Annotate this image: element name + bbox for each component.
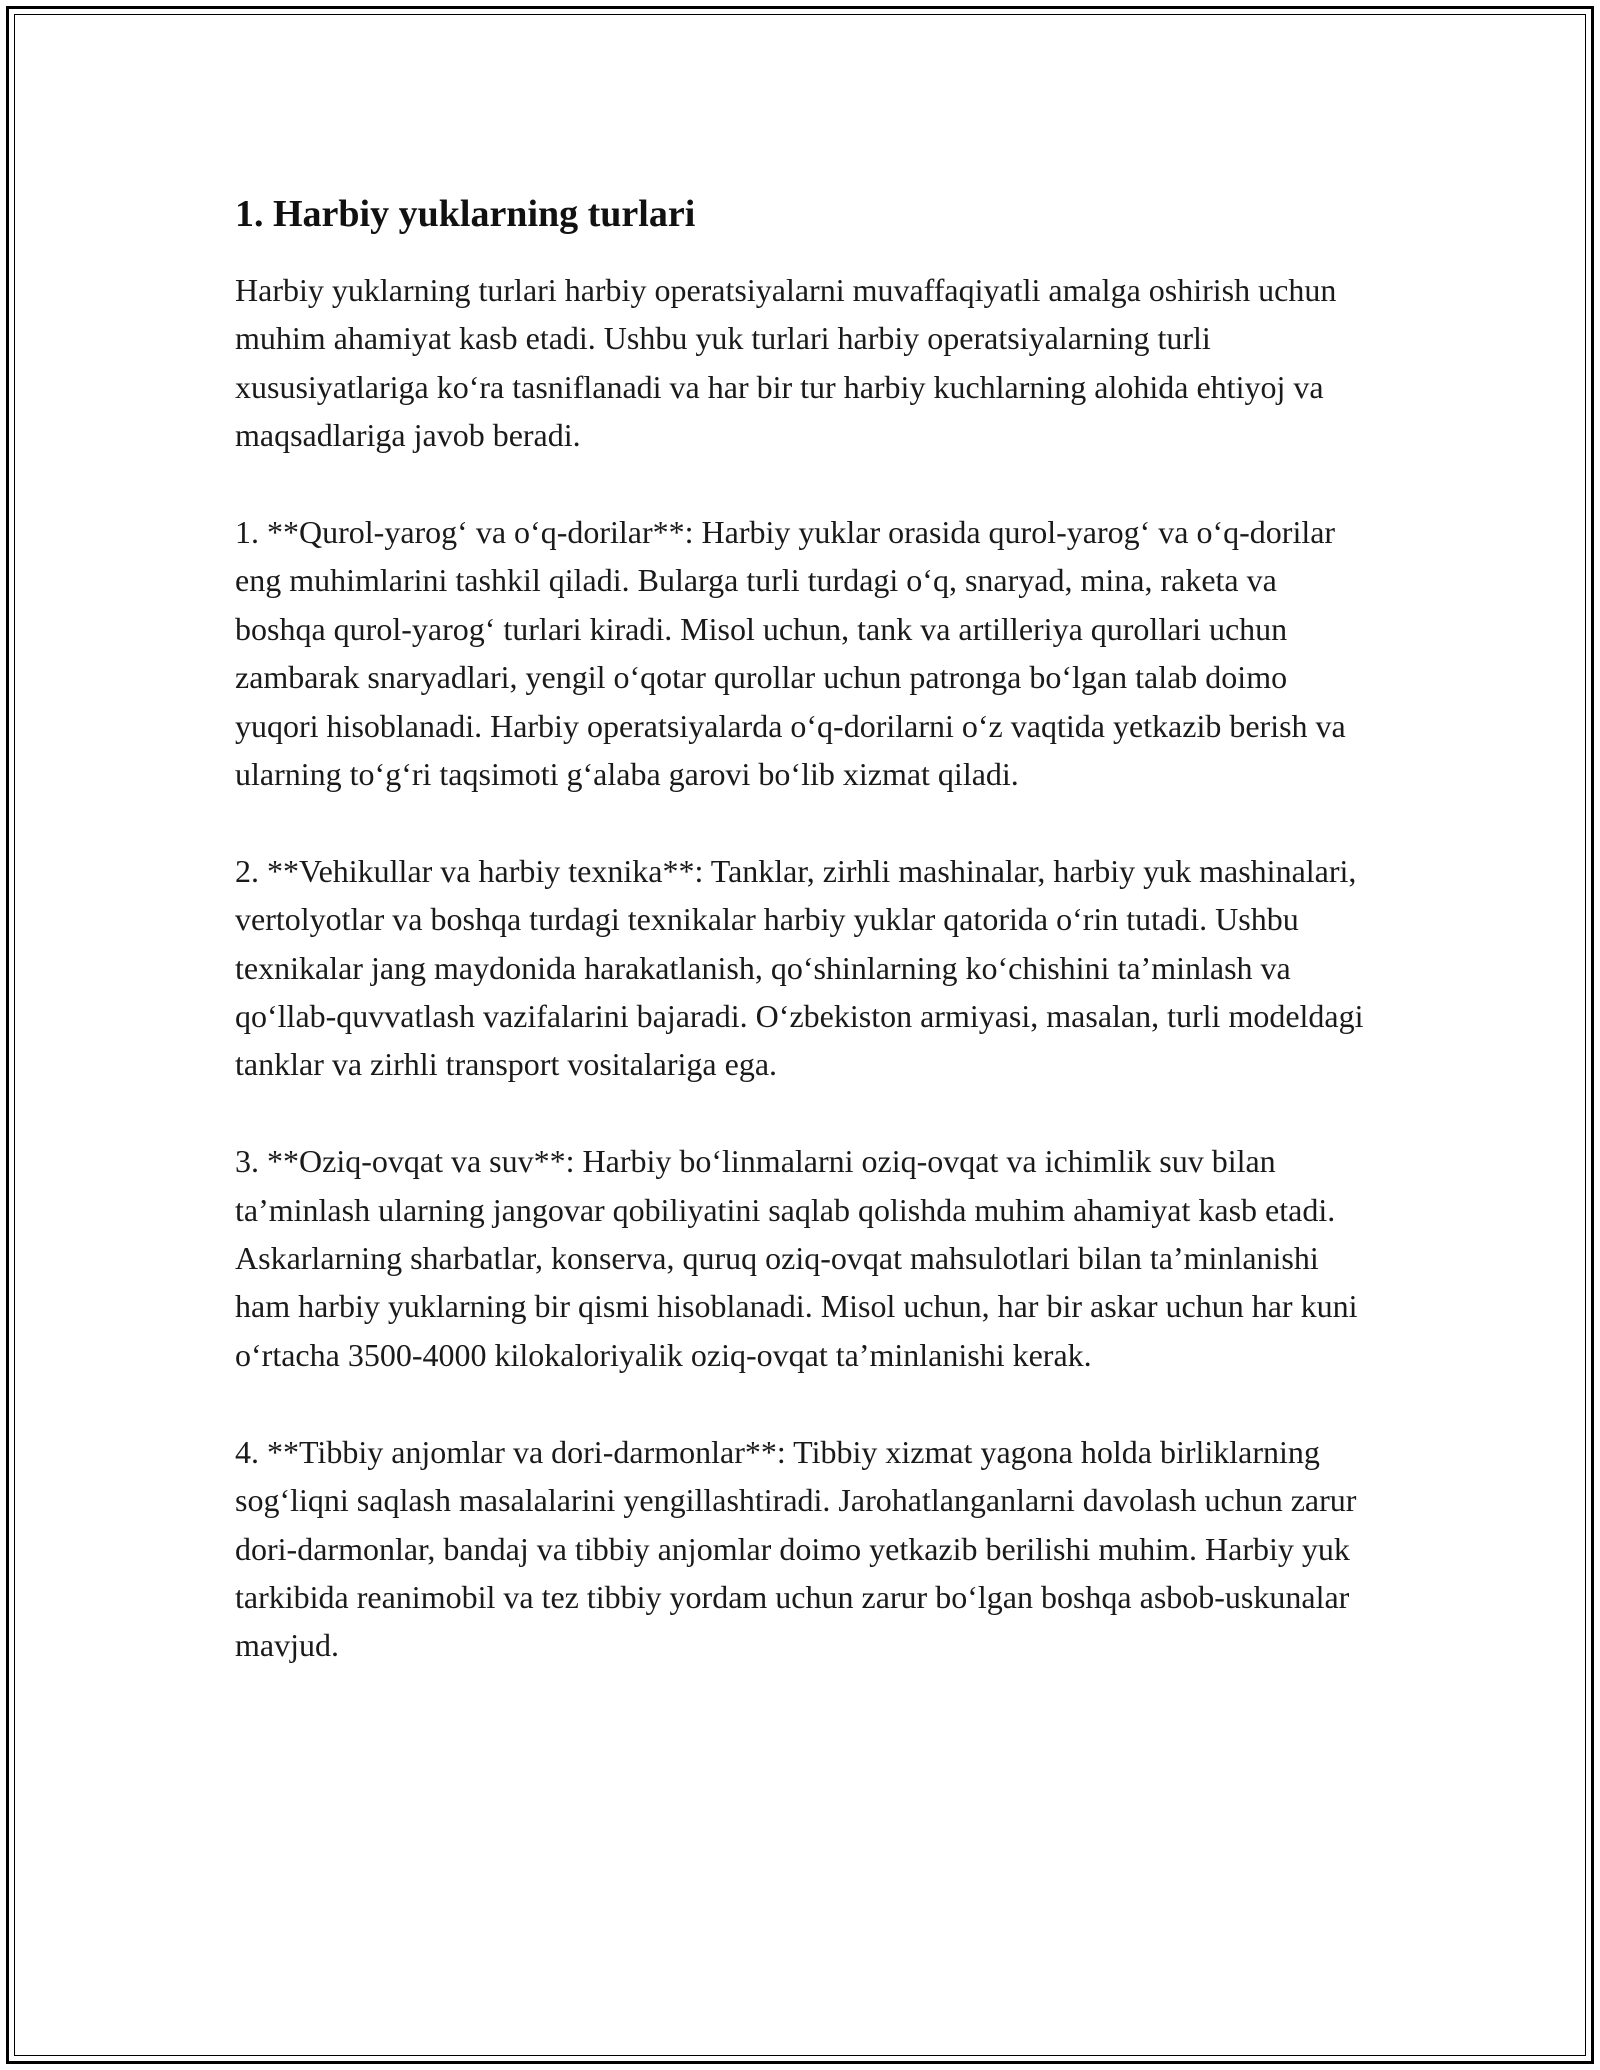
paragraph-food-water: 3. **Oziq-ovqat va suv**: Harbiy bo‘linmalarni oziq-ovqat va ichimlik suv bilan ta’minlash ularning jangovar qobiliyatini saqlab qolishda muhim ahamiyat kasb etadi. Askarlarning sharbatlar, konserva, quruq oziq-ovqat mahsulotlari bilan ta’minlanishi ham harbiy yuklarning bir qismi hisoblanadi. Misol uchun, har bir askar uchun har kuni o‘rtacha 3500-4000 kilokaloriyalik oziq-ovqat ta’minlanishi kerak.: [235, 1143, 1358, 1373]
document-body: [235, 186, 1375, 1718]
paragraph-weapons-ammo: 1. **Qurol-yarog‘ va o‘q-dorilar**: Harbiy yuklar orasida qurol-yarog‘ va o‘q-dorilar eng muhimlarini tashkil qiladi. Bularga turli turdagi o‘q, snaryad, mina, raketa va boshqa qurol-yarog‘ turlari kiradi. Misol uchun, tank va artilleriya qurollari uchun zambarak snaryadlari, yengil o‘qotar qurollar uchun patronga bo‘lgan talab doimo yuqori hisoblanadi. Harbiy operatsiyalarda o‘q-dorilarni o‘z vaqtida yetkazib berish va ularning to‘g‘ri taqsimoti g‘alaba garovi bo‘lib xizmat qiladi.: [235, 514, 1346, 793]
paragraph-vehicles: 2. **Vehikullar va harbiy texnika**: Tanklar, zirhli mashinalar, harbiy yuk mashinalari, vertolyotlar va boshqa turdagi texnikalar harbiy yuklar qatorida o‘rin tutadi. Ushbu texnikalar jang maydonida harakatlanish, qo‘shinlarning ko‘chishini ta’minlash va qo‘llab-quvvatlash vazifalarini bajaradi. O‘zbekiston armiyasi, masalan, turli modeldagi tanklar va zirhli transport vositalariga ega.: [235, 852, 1364, 1083]
intro-paragraph: Harbiy yuklarning turlari harbiy operatsiyalarni muvaffaqiyatli amalga oshirish uchun muhim ahamiyat kasb etadi. Ushbu yuk turlari harbiy operatsiyalarning turli xususiyatlariga ko‘ra tasniflanadi va har bir tur harbiy kuchlarning alohida ehtiyoj va maqsadlariga javob beradi.: [235, 272, 1337, 454]
paragraph-medical: 4. **Tibbiy anjomlar va dori-darmonlar**: Tibbiy xizmat yagona holda birliklarning sog‘liqni saqlash masalalarini yengillashtiradi. Jarohatlanganlarni davolash uchun zarur dori-darmonlar, bandaj va tibbiy anjomlar doimo yetkazib berilishi muhim. Harbiy yuk tarkibida reanimobil va tez tibbiy yordam uchun zarur bo‘lgan boshqa asbob-uskunalar mavjud.: [235, 1433, 1357, 1664]
section-heading: 1. Harbiy yuklarning turlari: [235, 193, 696, 235]
